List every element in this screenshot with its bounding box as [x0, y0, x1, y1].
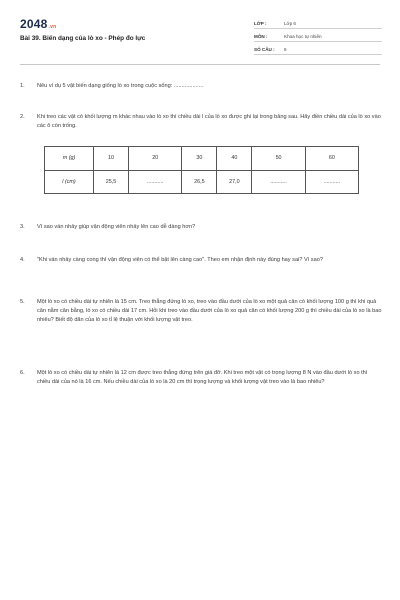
- page-title: Bài 39. Biến dạng của lò xo - Phép đo lực: [20, 35, 146, 42]
- table-cell: 27,0: [217, 170, 252, 194]
- question-text: "Khi ván nhảy càng cong thì vận động viên có thể bật lên càng cao". Theo em nhận định này đúng hay sai? Vì sao?: [37, 257, 323, 263]
- meta-info: [254, 16, 382, 55]
- meta-row-count: [254, 42, 382, 55]
- row-header: m (g): [45, 147, 94, 171]
- table-cell: 20: [129, 147, 182, 171]
- table-cell: 40: [217, 147, 252, 171]
- row-header: l (cm): [45, 170, 94, 194]
- meta-value: Lớp 6: [284, 21, 296, 26]
- mass-length-table: [44, 146, 359, 194]
- table-cell: 60: [305, 147, 358, 171]
- table-cell: ...........: [129, 170, 182, 194]
- meta-label: SỐ CÂU :: [254, 47, 275, 52]
- meta-label: MÔN :: [254, 34, 268, 39]
- table-cell: 50: [252, 147, 305, 171]
- meta-label: LỚP :: [254, 21, 267, 26]
- header-divider: [20, 64, 380, 65]
- meta-row-class: [254, 16, 382, 29]
- table-cell: 10: [94, 147, 129, 171]
- question-4: [20, 256, 382, 265]
- logo-suffix: .vn: [48, 24, 57, 30]
- question-number: 5.: [20, 299, 25, 305]
- question-number: 4.: [20, 257, 25, 263]
- question-text: Vì sao ván nhảy giúp vận động viên nhảy lên cao dễ dàng hơn?: [37, 224, 196, 230]
- question-3: [20, 223, 382, 232]
- table-cell: 25,5: [94, 170, 129, 194]
- table-row-length: [45, 170, 359, 194]
- meta-row-subject: [254, 29, 382, 42]
- question-text: Một lò xo có chiều dài tự nhiên là 15 cm. Treo thẳng đứng lò xo, treo vào đầu dưới của lò xo một quả cân có khối lượng 100 g thì khi quả cân nằm cân bằng, lò xo có chiều dài 17 cm. Hỏi khi treo vào đầu dưới của lò xo quả cân có khối lượng 200 g thì chiều dài của lò xo là bao nhiêu? Biết độ dãn của lò xo tỉ lệ thuận với khối lượng vật treo.: [37, 299, 382, 324]
- question-text: Một lò xo có chiều dài tự nhiên là 12 cm được treo thẳng đứng trên giá đỡ. Khi treo một vật có trọng lượng 8 N vào đầu dưới lò xo thì chiều dài của nó là 16 cm. Nếu chiều dài của lò xo là 20 cm thì trọng lượng và khối lượng vật treo vào là bao nhiêu?: [37, 370, 368, 386]
- table-row-mass: [45, 147, 359, 171]
- meta-value: Khoa học tự nhiên: [284, 34, 322, 39]
- question-1: [20, 82, 382, 91]
- table-cell: 30: [182, 147, 217, 171]
- logo-text: 2048: [20, 17, 48, 31]
- question-6: [20, 369, 382, 387]
- question-5: [20, 298, 382, 326]
- site-logo[interactable]: [20, 17, 56, 31]
- question-2: [20, 113, 382, 131]
- question-text: Nêu ví dụ 5 vật biến dạng giống lò xo trong cuộc sống: ...................: [37, 83, 204, 89]
- question-number: 2.: [20, 114, 25, 120]
- table-cell: ...........: [305, 170, 358, 194]
- question-text: Khi treo các vật có khối lượng m khác nhau vào lò xo thì chiều dài l của lò xo được ghi lại trong bảng sau. Hãy điền chiều dài của lò xo vào các ô còn trống.: [37, 114, 381, 130]
- question-number: 3.: [20, 224, 25, 230]
- question-number: 1.: [20, 83, 25, 89]
- table-cell: 26,5: [182, 170, 217, 194]
- meta-value: 6: [284, 47, 287, 52]
- question-number: 6.: [20, 370, 25, 376]
- table-cell: ...........: [252, 170, 305, 194]
